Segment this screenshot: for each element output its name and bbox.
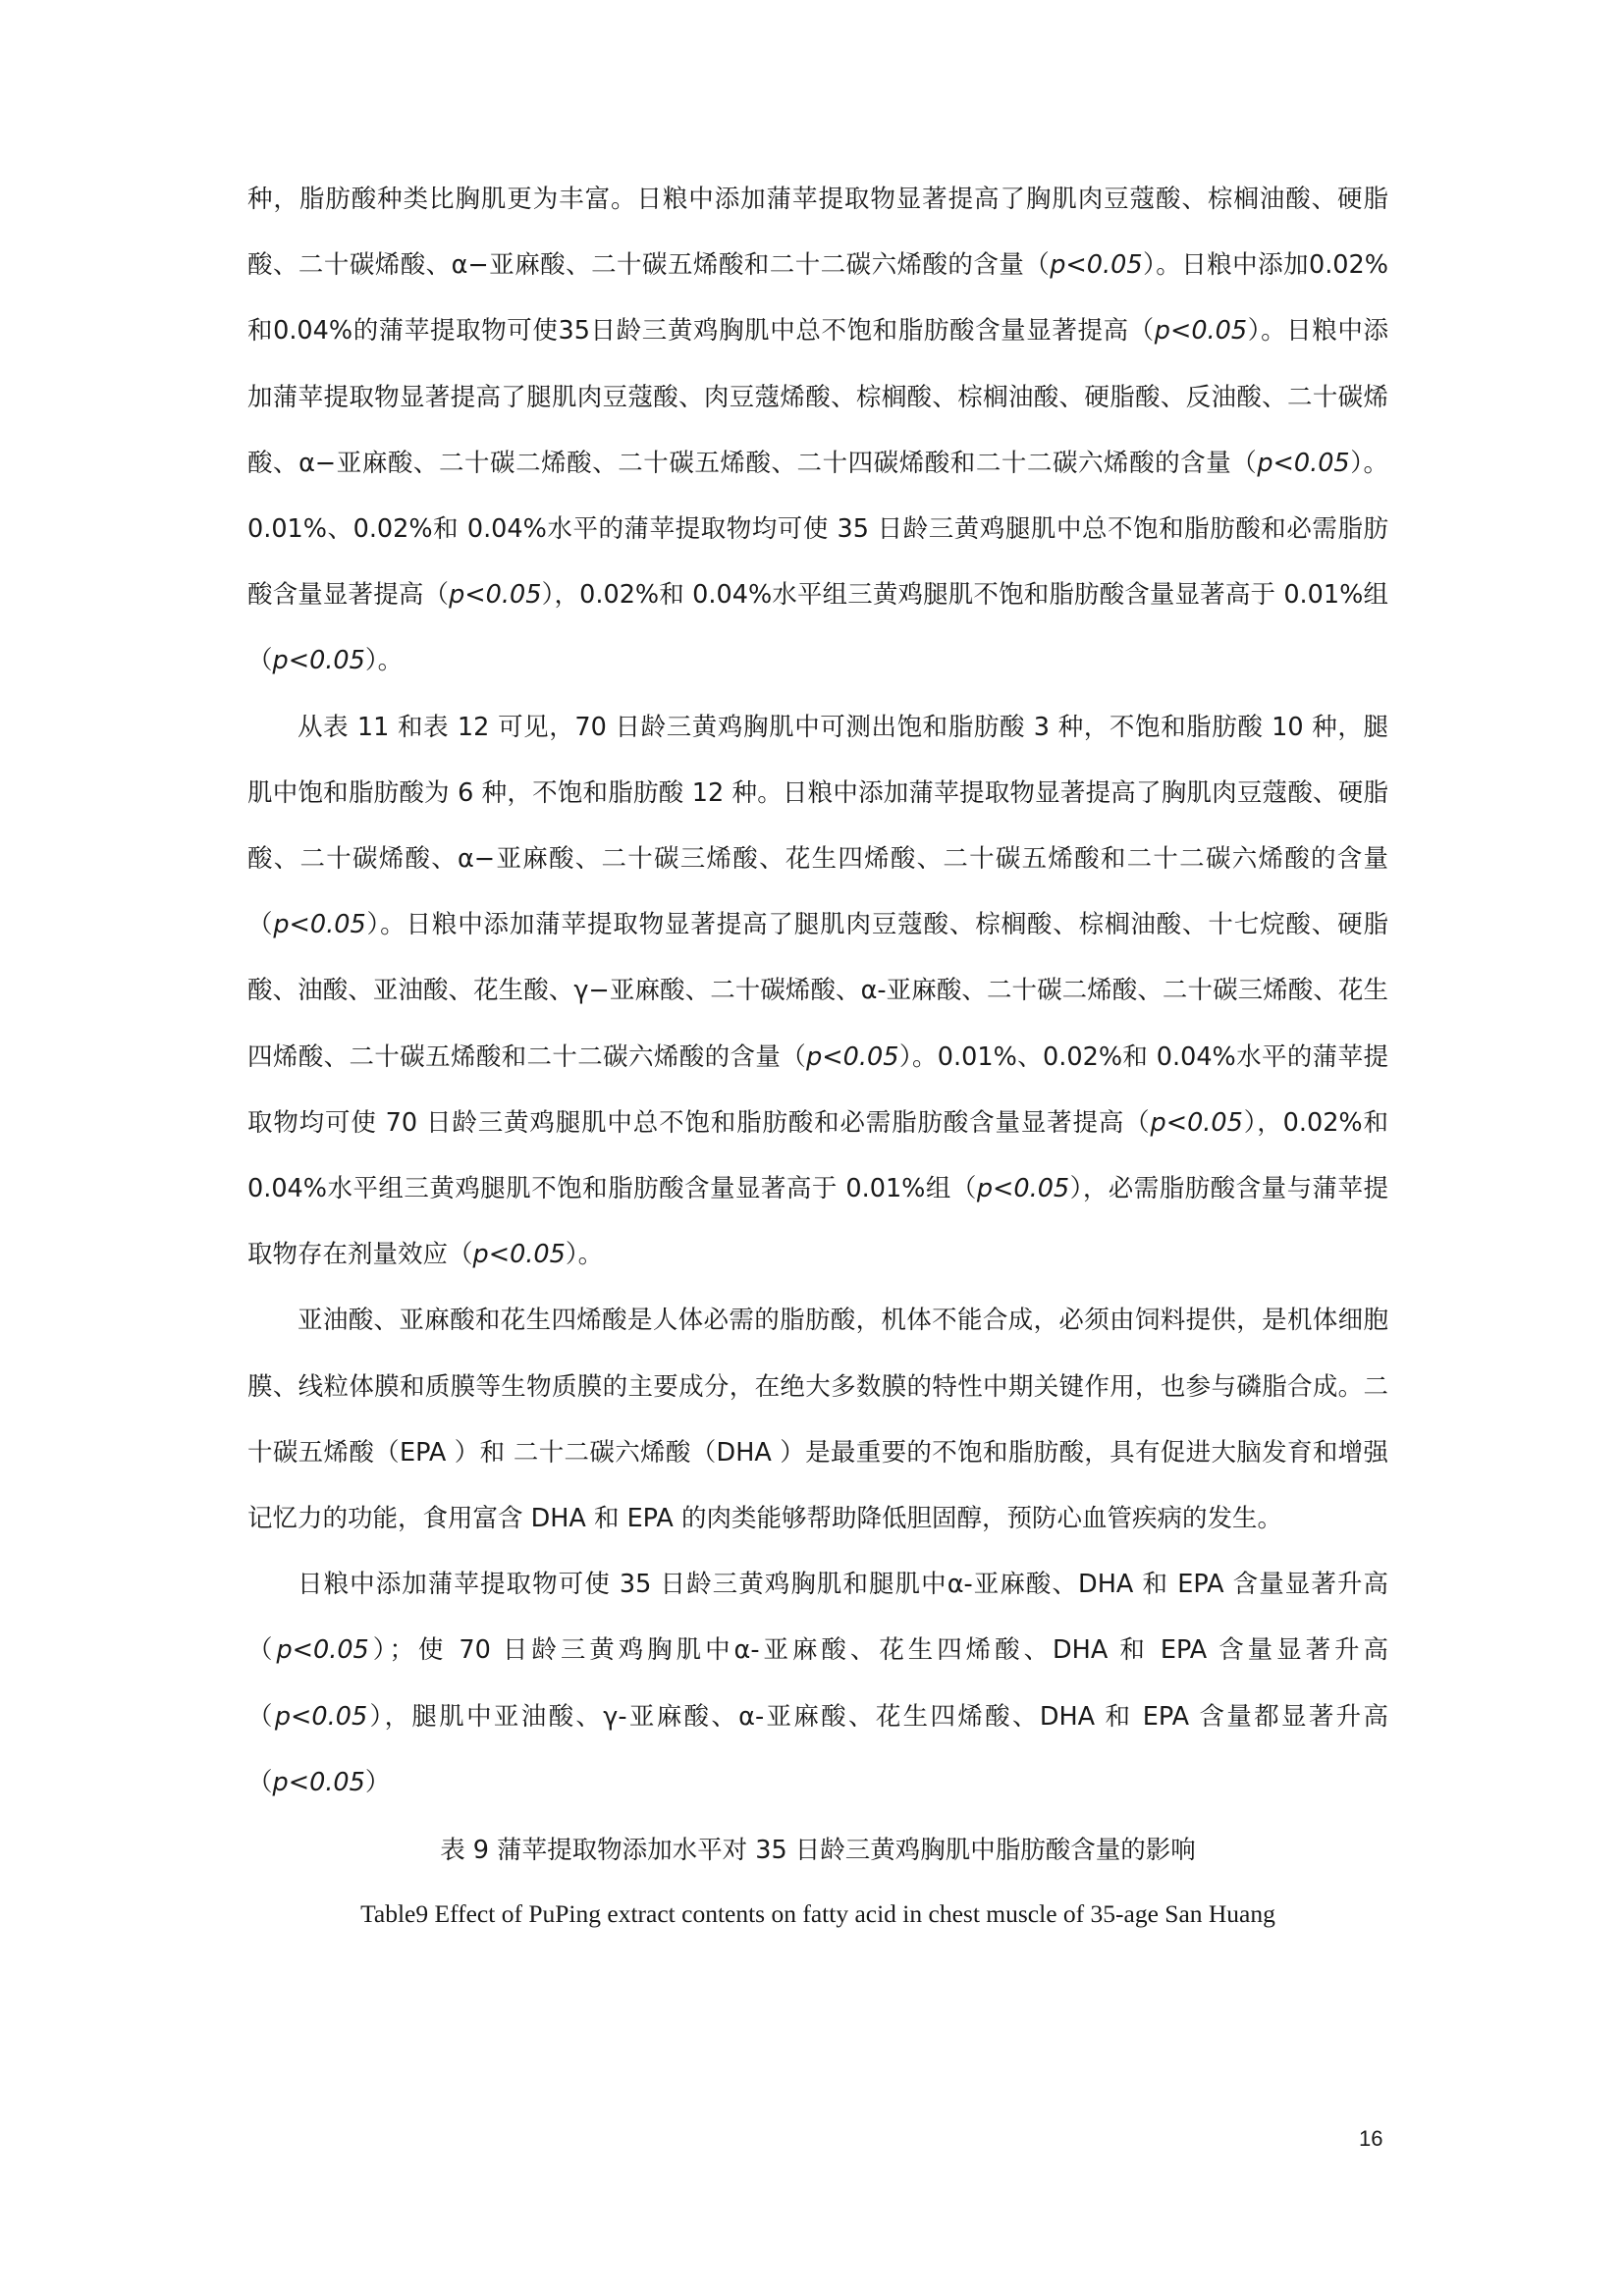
body-paragraph	[247, 695, 1388, 1289]
paragraph-text: ），0.02%和 0.04%水平组三黄鸡腿肌不饱和脂肪酸含量显著高于 0.01%组（	[247, 1107, 1388, 1204]
paragraph-text: ）。日粮中添加0.02%和0.04%的蒲苹提取物可使35日龄三黄鸡胸肌中总不饱和脂肪酸含量显著提高（	[247, 250, 1388, 347]
paragraph-text: ）。	[364, 646, 404, 676]
paragraph-text: ）。0.01%、0.02%和 0.04%水平的蒲苹提取物均可使 70 日龄三黄鸡腿肌中总不饱和脂肪酸和必需脂肪酸含量显著提高（	[247, 1041, 1388, 1138]
paragraph-text: ）；使 70 日龄三黄鸡胸肌中α-亚麻酸、花生四烯酸、DHA 和 EPA 含量显著升高（	[247, 1635, 1388, 1732]
significance-value: p<0.05	[1257, 448, 1350, 478]
paragraph-text: ）。日粮中添加蒲苹提取物显著提高了腿肌肉豆蔻酸、肉豆蔻烯酸、棕榈酸、棕榈油酸、硬脂酸、反油酸、二十碳烯酸、α−亚麻酸、二十碳二烯酸、二十碳五烯酸、二十四碳烯酸和二十二碳六烯酸的含量（	[247, 316, 1388, 478]
table-caption-chinese: 表 9 蒲苹提取物添加水平对 35 日龄三黄鸡胸肌中脂肪酸含量的影响	[440, 1836, 1196, 1866]
significance-value: p<0.05	[272, 1767, 365, 1797]
paragraph-text: 亚油酸、亚麻酸和花生四烯酸是人体必需的脂肪酸，机体不能合成，必须由饲料提供，是机体细胞膜、线粒体膜和质膜等生物质膜的主要成分，在绝大多数膜的特性中期关键作用，也参与磷脂合成。二十碳五烯酸（EPA ）和 二十二碳六烯酸（DHA ）是最重要的不饱和脂肪酸，具有促进大脑发育和增强记忆力的功能，食用富含 DHA 和 EPA 的肉类能够帮助降低胆固醇，预防心血管疾病的发生。	[247, 1306, 1388, 1534]
significance-value: p<0.05	[976, 1174, 1070, 1204]
paragraph-text: ）。	[565, 1240, 604, 1270]
body-paragraphs	[247, 167, 1388, 1816]
table-caption-english: Table9 Effect of PuPing extract contents on fatty acid in chest muscle of 35-age San Huang	[360, 1899, 1275, 1929]
paragraph-text: 从表 11 和表 12 可见，70 日龄三黄鸡胸肌中可测出饱和脂肪酸 3 种，不饱和脂肪酸 10 种，腿肌中饱和脂肪酸为 6 种，不饱和脂肪酸 12 种。日粮中添加蒲苹提取物显著提高了胸肌肉豆蔻酸、硬脂酸、二十碳烯酸、α−亚麻酸、二十碳三烯酸、花生四烯酸、二十碳五烯酸和二十二碳六烯酸的含量（	[247, 712, 1388, 940]
significance-value: p<0.05	[273, 910, 366, 940]
paragraph-text: 日粮中添加蒲苹提取物可使 35 日龄三黄鸡胸肌和腿肌中α-亚麻酸、DHA 和 EPA 含量显著升高（	[247, 1570, 1388, 1666]
page-number: 16	[1359, 2126, 1383, 2151]
significance-value: p<0.05	[276, 1635, 369, 1666]
paragraph-text: ），必需脂肪酸含量与蒲苹提取物存在剂量效应（	[247, 1174, 1388, 1270]
document-body	[247, 167, 1388, 1944]
paragraph-text: ）。0.01%、0.02%和 0.04%水平的蒲苹提取物均可使 35 日龄三黄鸡腿肌中总不饱和脂肪酸和必需脂肪酸含量显著提高（	[247, 448, 1388, 611]
paragraph-text: 种，脂肪酸种类比胸肌更为丰富。日粮中添加蒲苹提取物显著提高了胸肌肉豆蔻酸、棕榈油酸、硬脂酸、二十碳烯酸、α−亚麻酸、二十碳五烯酸和二十二碳六烯酸的含量（	[247, 185, 1388, 281]
paragraph-text: ），腿肌中亚油酸、γ-亚麻酸、α-亚麻酸、花生四烯酸、DHA 和 EPA 含量都显著升高（	[247, 1701, 1388, 1797]
body-paragraph	[247, 1552, 1388, 1816]
significance-value: p<0.05	[1154, 316, 1248, 347]
body-paragraph	[247, 1288, 1388, 1552]
significance-value: p<0.05	[272, 646, 365, 676]
significance-value: p<0.05	[1050, 250, 1143, 281]
significance-value: p<0.05	[1150, 1107, 1243, 1138]
paragraph-text: ）	[364, 1767, 391, 1797]
significance-value: p<0.05	[449, 580, 542, 611]
paragraph-text: ）。日粮中添加蒲苹提取物显著提高了腿肌肉豆蔻酸、棕榈酸、棕榈油酸、十七烷酸、硬脂酸、油酸、亚油酸、花生酸、γ−亚麻酸、二十碳烯酸、α-亚麻酸、二十碳二烯酸、二十碳三烯酸、花生四烯酸、二十碳五烯酸和二十二碳六烯酸的含量（	[247, 910, 1388, 1072]
significance-value: p<0.05	[806, 1041, 899, 1072]
paragraph-text: ），0.02%和 0.04%水平组三黄鸡腿肌不饱和脂肪酸含量显著高于 0.01%组（	[247, 580, 1388, 676]
significance-value: p<0.05	[472, 1240, 566, 1270]
significance-value: p<0.05	[274, 1701, 368, 1732]
body-paragraph	[247, 167, 1388, 695]
